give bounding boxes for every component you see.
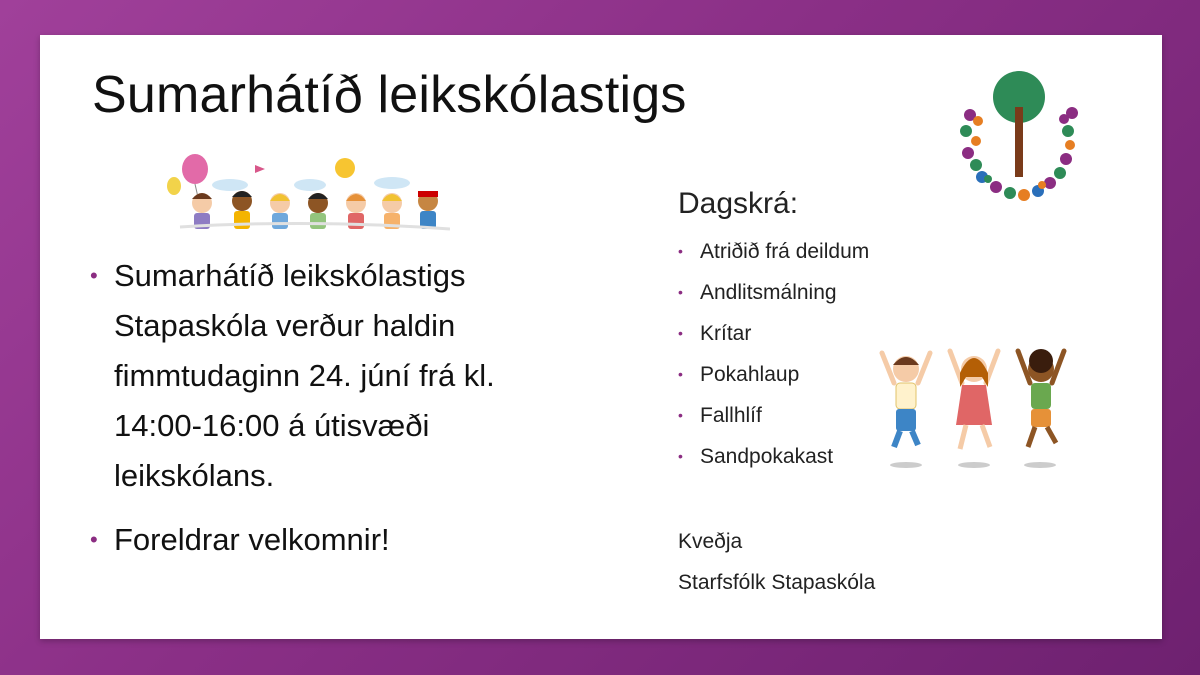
agenda-heading: Dagskrá: bbox=[678, 187, 799, 220]
signoff-sender: Starfsfólk Stapaskóla bbox=[678, 571, 876, 594]
agenda-item bbox=[678, 272, 938, 313]
bullet-icon: • bbox=[678, 325, 683, 341]
bullet-icon: • bbox=[678, 366, 683, 382]
agenda-item-label: Sandpokakast bbox=[700, 445, 834, 468]
children-banner-icon bbox=[160, 153, 450, 235]
bullet-icon: • bbox=[678, 407, 683, 423]
slide bbox=[40, 35, 1162, 639]
agenda-item bbox=[678, 231, 938, 272]
agenda-item-label: Andlitsmálning bbox=[700, 281, 837, 304]
slide-title: Sumarhátíð leikskólastigs bbox=[92, 66, 687, 124]
body-bullet-item bbox=[90, 251, 540, 501]
body-bullet-item bbox=[90, 515, 540, 565]
bullet-icon: • bbox=[678, 448, 683, 464]
body-bullet-text: Foreldrar velkomnir! bbox=[114, 522, 390, 557]
bullet-icon: • bbox=[90, 263, 98, 288]
agenda-item-label: Krítar bbox=[700, 322, 752, 345]
bullet-icon: • bbox=[678, 284, 683, 300]
tree-logo-icon bbox=[952, 69, 1086, 203]
bullet-icon: • bbox=[678, 243, 683, 259]
jumping-children-icon bbox=[874, 343, 1072, 471]
body-bullet-list bbox=[90, 251, 540, 579]
agenda-item-label: Fallhlíf bbox=[700, 404, 762, 427]
bullet-icon: • bbox=[90, 527, 98, 552]
agenda-item-label: Pokahlaup bbox=[700, 363, 800, 386]
agenda-item-label: Atriðið frá deildum bbox=[700, 240, 870, 263]
signoff-greeting: Kveðja bbox=[678, 530, 743, 553]
signoff-block bbox=[678, 521, 875, 603]
body-bullet-text: Sumarhátíð leikskólastigs Stapaskóla verður haldin fimmtudaginn 24. júní frá kl. 14:00-16:00 á útisvæði leikskólans. bbox=[114, 258, 495, 493]
